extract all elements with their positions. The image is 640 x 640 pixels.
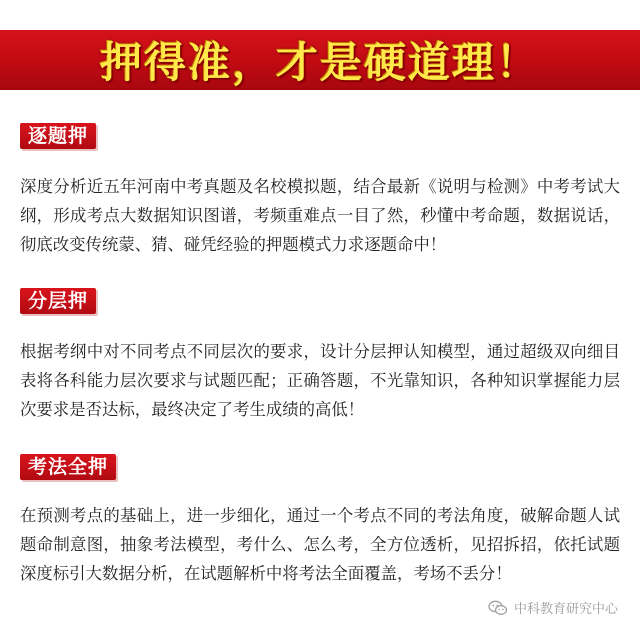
section-tag-kaofaquanya <box>20 454 116 480</box>
section-paragraph-fencengya: 根据考纲中对不同考点不同层次的要求，设计分层押认知模型，通过超级双向细目表将各科能力层次要求与试题匹配；正确答题，不光靠知识，各种知识掌握能力层次要求是否达标，最终决定了考生成绩的高低！ <box>20 342 620 419</box>
section-tag-label: 考法全押 <box>28 456 109 478</box>
watermark-text: 中科教育研究中心 <box>513 602 618 617</box>
section-tag-zhutiya <box>20 123 96 149</box>
header-banner <box>0 30 640 90</box>
section-paragraph-kaofaquanya: 在预测考点的基础上，进一步细化，通过一个考点不同的考法角度，破解命题人试题命制意图，抽象考法模型，考什么、怎么考，全方位透析，见招拆招，依托试题深度标引大数据分析，在试题解析中将考法全面覆盖，考场不丢分！ <box>20 506 620 583</box>
section-tag-label: 逐题押 <box>28 125 89 147</box>
banner-title: 押得准，才是硬道理！ <box>99 38 540 87</box>
watermark <box>488 598 618 617</box>
wechat-icon <box>488 600 508 616</box>
section-paragraph-zhutiya: 深度分析近五年河南中考真题及名校模拟题，结合最新《说明与检测》中考考试大纲，形成考点大数据知识图谱，考频重难点一目了然，秒懂中考命题，数据说话，彻底改变传统蒙、猜、碰凭经验的押题模式力求逐题命中！ <box>20 177 620 254</box>
section-tag-fencengya <box>20 288 96 314</box>
top-whitespace <box>0 0 640 30</box>
section-tag-label: 分层押 <box>28 290 89 312</box>
